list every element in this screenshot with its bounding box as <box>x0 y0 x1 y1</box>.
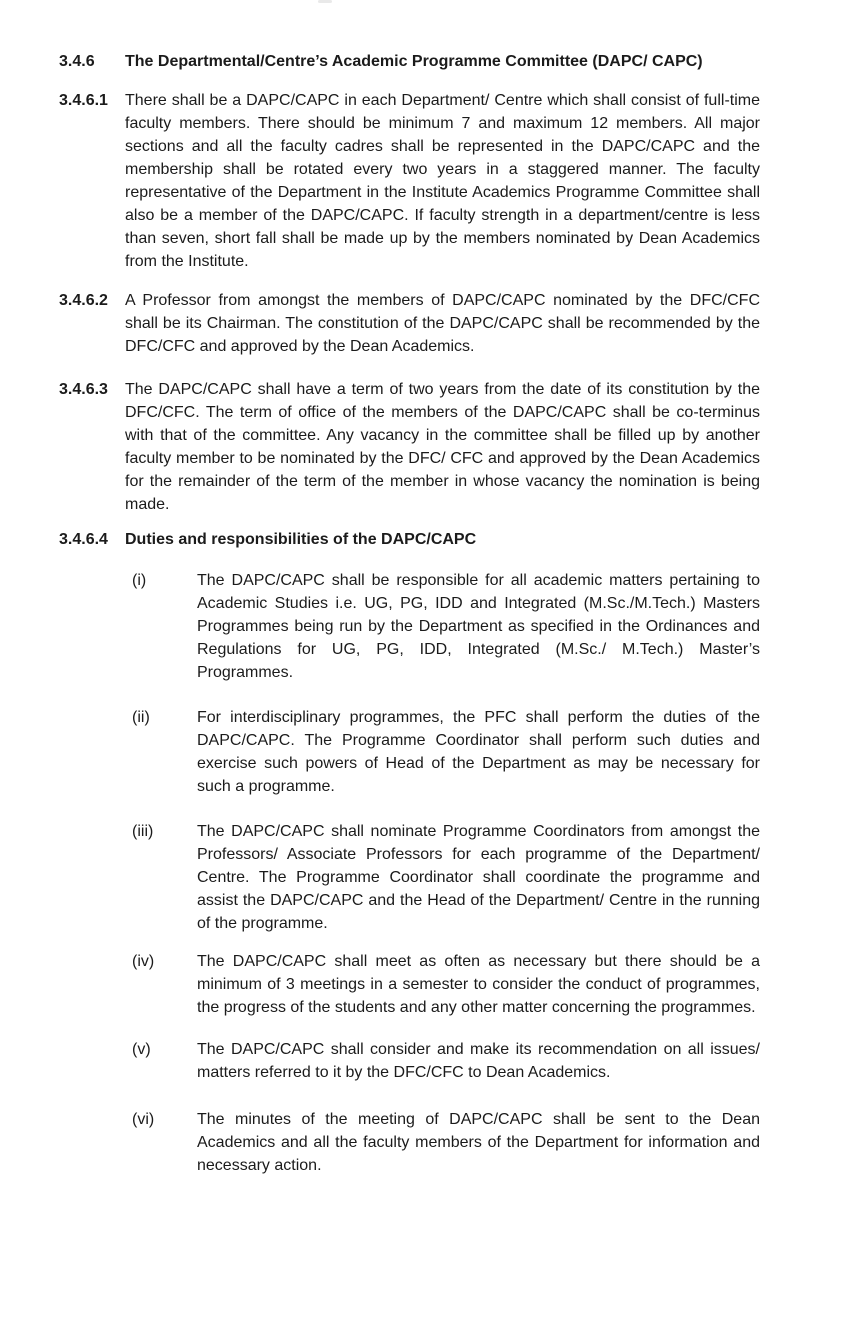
duty-text: The minutes of the meeting of DAPC/CAPC shall be sent to the Dean Academics and all the faculty members of the Department for information and necessary action. <box>197 1111 760 1174</box>
clause-3-4-6-4-heading <box>59 528 760 551</box>
duty-text: The DAPC/CAPC shall meet as often as necessary but there should be a minimum of 3 meetings in a semester to consider the conduct of programmes, the progress of the students and any other matter concerning the programmes. <box>197 953 760 1016</box>
duties-list <box>59 569 760 1177</box>
duty-item-iii <box>132 820 760 935</box>
duty-item-vi <box>132 1108 760 1177</box>
duty-item-ii <box>132 706 760 798</box>
clause-text: The DAPC/CAPC shall have a term of two years from the date of its constitution by the DFC/CFC. The term of office of the members of the DAPC/CAPC shall be co-terminus with that of the committee. Any vacancy in the committee shall be filled up by another faculty member to be nominated by the DFC/ CFC and approved by the Dean Academics for the remainder of the term of the member in whose vacancy the nomination is being made. <box>125 381 760 513</box>
duty-text: The DAPC/CAPC shall nominate Programme Coordinators from amongst the Professors/ Associate Professors for each programme of the Department/ Centre. The Programme Coordinator shall coordinate the programme and assist the DAPC/CAPC and the Head of the Department/ Centre in the running of the programme. <box>197 823 760 932</box>
duty-text: The DAPC/CAPC shall consider and make its recommendation on all issues/ matters referred to it by the DFC/CFC to Dean Academics. <box>197 1041 760 1081</box>
clause-3-4-6-1 <box>59 89 760 273</box>
section-title: The Departmental/Centre’s Academic Programme Committee (DAPC/ CAPC) <box>125 53 703 70</box>
duty-label: (vi) <box>132 1111 155 1128</box>
section-heading <box>59 50 760 73</box>
clause-number: 3.4.6.3 <box>59 381 108 398</box>
clause-number: 3.4.6.4 <box>59 531 108 548</box>
duty-item-v <box>132 1038 760 1084</box>
duty-text: The DAPC/CAPC shall be responsible for all academic matters pertaining to Academic Studies i.e. UG, PG, IDD and Integrated (M.Sc./M.Tech.) Masters Programmes being run by the Department as specified in the Ordinances and Regulations for UG, PG, IDD, Integrated (M.Sc./ M.Tech.) Master’s Programmes. <box>197 572 760 681</box>
scan-artifact <box>318 0 332 3</box>
clause-subheading: Duties and responsibilities of the DAPC/CAPC <box>125 531 477 548</box>
clause-number: 3.4.6.1 <box>59 92 108 109</box>
duty-item-i <box>132 569 760 684</box>
duty-label: (iv) <box>132 953 155 970</box>
duty-label: (i) <box>132 572 147 589</box>
duty-item-iv <box>132 950 760 1019</box>
duty-label: (iii) <box>132 823 154 840</box>
duty-label: (v) <box>132 1041 151 1058</box>
section-content <box>59 50 760 1177</box>
clause-text: A Professor from amongst the members of DAPC/CAPC nominated by the DFC/CFC shall be its Chairman. The constitution of the DAPC/CAPC shall be recommended by the DFC/CFC and approved by the Dean Academics. <box>125 292 760 355</box>
clause-number: 3.4.6.2 <box>59 292 108 309</box>
duty-text: For interdisciplinary programmes, the PFC shall perform the duties of the DAPC/CAPC. The Programme Coordinator shall perform such duties and exercise such powers of Head of the Department as may be necessary for such a programme. <box>197 709 760 795</box>
duty-label: (ii) <box>132 709 150 726</box>
clause-text: There shall be a DAPC/CAPC in each Department/ Centre which shall consist of full-time faculty members. There should be minimum 7 and maximum 12 members. All major sections and all the faculty cadres shall be represented in the DAPC/CAPC and the membership shall be rotated every two years in a staggered manner. The faculty representative of the Department in the Institute Academics Programme Committee shall also be a member of the DAPC/CAPC. If faculty strength in a department/centre is less than seven, short fall shall be made up by the members nominated by Dean Academics from the Institute. <box>125 92 760 270</box>
clause-3-4-6-2 <box>59 289 760 358</box>
section-number: 3.4.6 <box>59 53 95 70</box>
clause-3-4-6-3 <box>59 378 760 516</box>
